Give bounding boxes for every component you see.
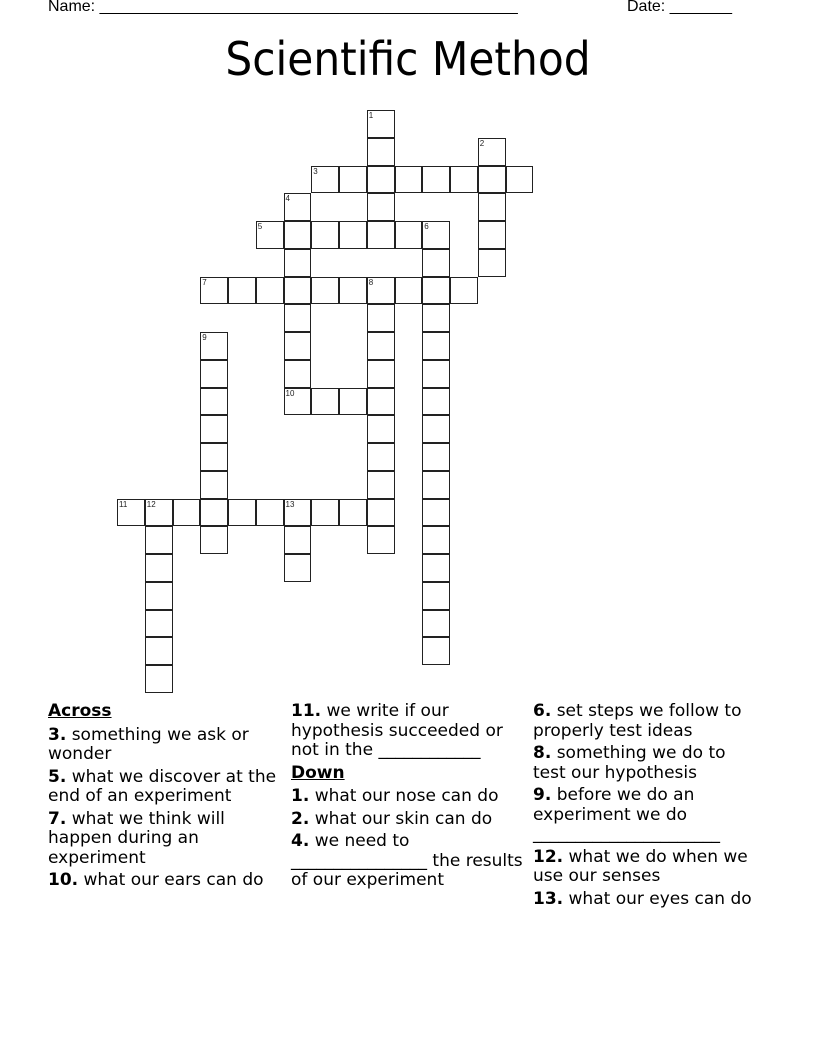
clue-number: 8. xyxy=(533,743,552,763)
grid-cell[interactable] xyxy=(339,166,367,194)
grid-cell[interactable] xyxy=(200,526,228,554)
grid-cell[interactable] xyxy=(284,526,312,554)
grid-cell[interactable] xyxy=(367,110,395,138)
grid-cell[interactable] xyxy=(145,582,173,610)
clue-text: what we think will happen during an experiment xyxy=(48,808,225,868)
grid-cell[interactable] xyxy=(422,221,450,249)
clue-text: what we discover at the end of an experiment xyxy=(48,766,277,806)
grid-cell[interactable] xyxy=(367,277,395,305)
cell-number: 10 xyxy=(285,388,295,398)
clue-text: what our ears can do xyxy=(78,870,264,890)
grid-cell[interactable] xyxy=(200,499,228,527)
grid-cell[interactable] xyxy=(284,388,312,416)
grid-cell[interactable] xyxy=(173,499,201,527)
grid-cell[interactable] xyxy=(422,388,450,416)
cell-number: 1 xyxy=(368,111,374,120)
clue-text: what our eyes can do xyxy=(563,888,752,909)
clues-column-3 xyxy=(533,702,763,912)
grid-cell[interactable] xyxy=(117,499,145,527)
cell-number: 12 xyxy=(146,499,156,509)
grid-cell[interactable] xyxy=(284,304,312,332)
cell-number: 9 xyxy=(202,333,207,342)
grid-cell[interactable] xyxy=(200,388,228,416)
clue-down-2 xyxy=(291,810,529,830)
grid-cell[interactable] xyxy=(422,360,450,388)
clue-across-11 xyxy=(291,702,529,761)
grid-cell[interactable] xyxy=(200,415,228,443)
grid-cell[interactable] xyxy=(478,221,506,249)
grid-cell[interactable] xyxy=(200,471,228,499)
name-field[interactable]: Name: _______________________________________________ xyxy=(48,0,518,15)
across-heading: Across xyxy=(48,701,112,721)
grid-cell[interactable] xyxy=(284,193,312,221)
grid-cell[interactable] xyxy=(145,665,173,693)
grid-cell[interactable] xyxy=(145,499,173,527)
grid-cell[interactable] xyxy=(367,360,395,388)
grid-cell[interactable] xyxy=(422,637,450,665)
grid-cell[interactable] xyxy=(422,415,450,443)
grid-cell[interactable] xyxy=(311,166,339,194)
grid-cell[interactable] xyxy=(311,388,339,416)
grid-cell[interactable] xyxy=(422,554,450,582)
cell-number: 8 xyxy=(368,277,374,287)
grid-cell[interactable] xyxy=(284,277,312,305)
grid-cell[interactable] xyxy=(422,526,450,554)
clue-across-10 xyxy=(48,871,288,891)
clue-down-12 xyxy=(533,848,763,887)
grid-cell[interactable] xyxy=(367,166,395,194)
grid-cell[interactable] xyxy=(284,249,312,277)
clue-down-1 xyxy=(291,787,529,807)
clue-text: something we ask or wonder xyxy=(48,724,249,764)
grid-cell[interactable] xyxy=(256,277,284,305)
page-title: Scientific Method xyxy=(225,32,591,86)
grid-cell[interactable] xyxy=(367,526,395,554)
grid-cell[interactable] xyxy=(228,277,256,305)
grid-cell[interactable] xyxy=(339,277,367,305)
clue-across-3 xyxy=(48,726,288,765)
grid-cell[interactable] xyxy=(450,166,478,194)
grid-cell[interactable] xyxy=(422,582,450,610)
grid-cell[interactable] xyxy=(422,277,450,305)
grid-cell[interactable] xyxy=(422,304,450,332)
clue-text: set steps we follow to properly test ideas xyxy=(533,701,742,741)
clue-number: 4. xyxy=(291,831,310,851)
grid-cell[interactable] xyxy=(200,277,228,305)
grid-cell[interactable] xyxy=(367,443,395,471)
grid-cell[interactable] xyxy=(422,443,450,471)
grid-cell[interactable] xyxy=(367,221,395,249)
cell-number: 6 xyxy=(424,222,429,231)
grid-cell[interactable] xyxy=(200,360,228,388)
clue-down-13 xyxy=(533,890,763,910)
grid-cell[interactable] xyxy=(367,415,395,443)
grid-cell[interactable] xyxy=(200,332,228,360)
grid-cell[interactable] xyxy=(284,499,312,527)
clue-number: 13. xyxy=(533,888,564,909)
clue-text: before we do an experiment we do ______________________ xyxy=(533,785,720,844)
grid-cell[interactable] xyxy=(228,499,256,527)
grid-cell[interactable] xyxy=(339,388,367,416)
date-field[interactable]: Date: _______ xyxy=(627,0,732,15)
grid-cell[interactable] xyxy=(450,277,478,305)
grid-cell[interactable] xyxy=(367,304,395,332)
cell-number: 13 xyxy=(285,499,295,509)
grid-cell[interactable] xyxy=(339,499,367,527)
grid-cell[interactable] xyxy=(478,249,506,277)
clue-number: 2. xyxy=(291,808,310,829)
clue-number: 3. xyxy=(48,724,67,745)
clue-down-9 xyxy=(533,786,763,845)
clue-number: 10. xyxy=(48,870,79,890)
grid-cell[interactable] xyxy=(422,471,450,499)
grid-cell[interactable] xyxy=(395,221,423,249)
clue-across-5 xyxy=(48,768,288,807)
down-heading: Down xyxy=(291,762,345,783)
cell-number: 11 xyxy=(119,499,128,509)
grid-cell[interactable] xyxy=(145,554,173,582)
grid-cell[interactable] xyxy=(367,471,395,499)
grid-cell[interactable] xyxy=(339,221,367,249)
grid-cell[interactable] xyxy=(145,526,173,554)
grid-cell[interactable] xyxy=(256,221,284,249)
cell-number: 4 xyxy=(285,194,290,204)
grid-cell[interactable] xyxy=(311,221,339,249)
clue-down-4 xyxy=(291,832,529,891)
grid-cell[interactable] xyxy=(284,332,312,360)
grid-cell[interactable] xyxy=(395,166,423,194)
clue-number: 6. xyxy=(533,701,552,721)
grid-cell[interactable] xyxy=(367,138,395,166)
grid-cell[interactable] xyxy=(256,499,284,527)
clue-down-6 xyxy=(533,702,763,741)
grid-cell[interactable] xyxy=(284,554,312,582)
grid-cell[interactable] xyxy=(422,332,450,360)
grid-cell[interactable] xyxy=(145,637,173,665)
grid-cell[interactable] xyxy=(311,499,339,527)
grid-cell[interactable] xyxy=(422,249,450,277)
cell-number: 2 xyxy=(479,138,485,148)
clue-number: 7. xyxy=(48,808,67,829)
cell-number: 3 xyxy=(313,166,318,176)
clue-across-7 xyxy=(48,810,288,869)
clue-number: 12. xyxy=(533,846,564,867)
grid-cell[interactable] xyxy=(395,277,423,305)
clue-number: 1. xyxy=(291,786,310,806)
clue-number: 11. xyxy=(291,701,322,721)
grid-cell[interactable] xyxy=(478,193,506,221)
clue-text: we need to ________________ the results of our experiment xyxy=(291,831,523,890)
grid-cell[interactable] xyxy=(422,166,450,194)
grid-cell[interactable] xyxy=(311,277,339,305)
grid-cell[interactable] xyxy=(145,610,173,638)
clue-down-8 xyxy=(533,744,763,783)
grid-cell[interactable] xyxy=(478,166,506,194)
grid-cell[interactable] xyxy=(367,388,395,416)
clue-number: 5. xyxy=(48,766,67,787)
grid-cell[interactable] xyxy=(367,499,395,527)
grid-cell[interactable] xyxy=(478,138,506,166)
clue-text: we write if our hypothesis succeeded or not in the ____________ xyxy=(291,701,503,760)
clue-text: what we do when we use our senses xyxy=(533,846,748,886)
grid-cell[interactable] xyxy=(367,193,395,221)
grid-cell[interactable] xyxy=(200,443,228,471)
clue-text: what our skin can do xyxy=(309,808,493,829)
grid-cell[interactable] xyxy=(506,166,534,194)
clue-text: something we do to test our hypothesis xyxy=(533,743,726,783)
cell-number: 5 xyxy=(257,222,263,231)
grid-cell[interactable] xyxy=(367,332,395,360)
grid-cell[interactable] xyxy=(422,610,450,638)
cell-number: 7 xyxy=(202,277,207,287)
grid-cell[interactable] xyxy=(284,360,312,388)
clues-column-1 xyxy=(48,702,288,894)
grid-cell[interactable] xyxy=(422,499,450,527)
clue-number: 9. xyxy=(533,785,552,805)
clue-text: what our nose can do xyxy=(309,786,499,806)
grid-cell[interactable] xyxy=(284,221,312,249)
clues-column-2 xyxy=(291,702,529,894)
